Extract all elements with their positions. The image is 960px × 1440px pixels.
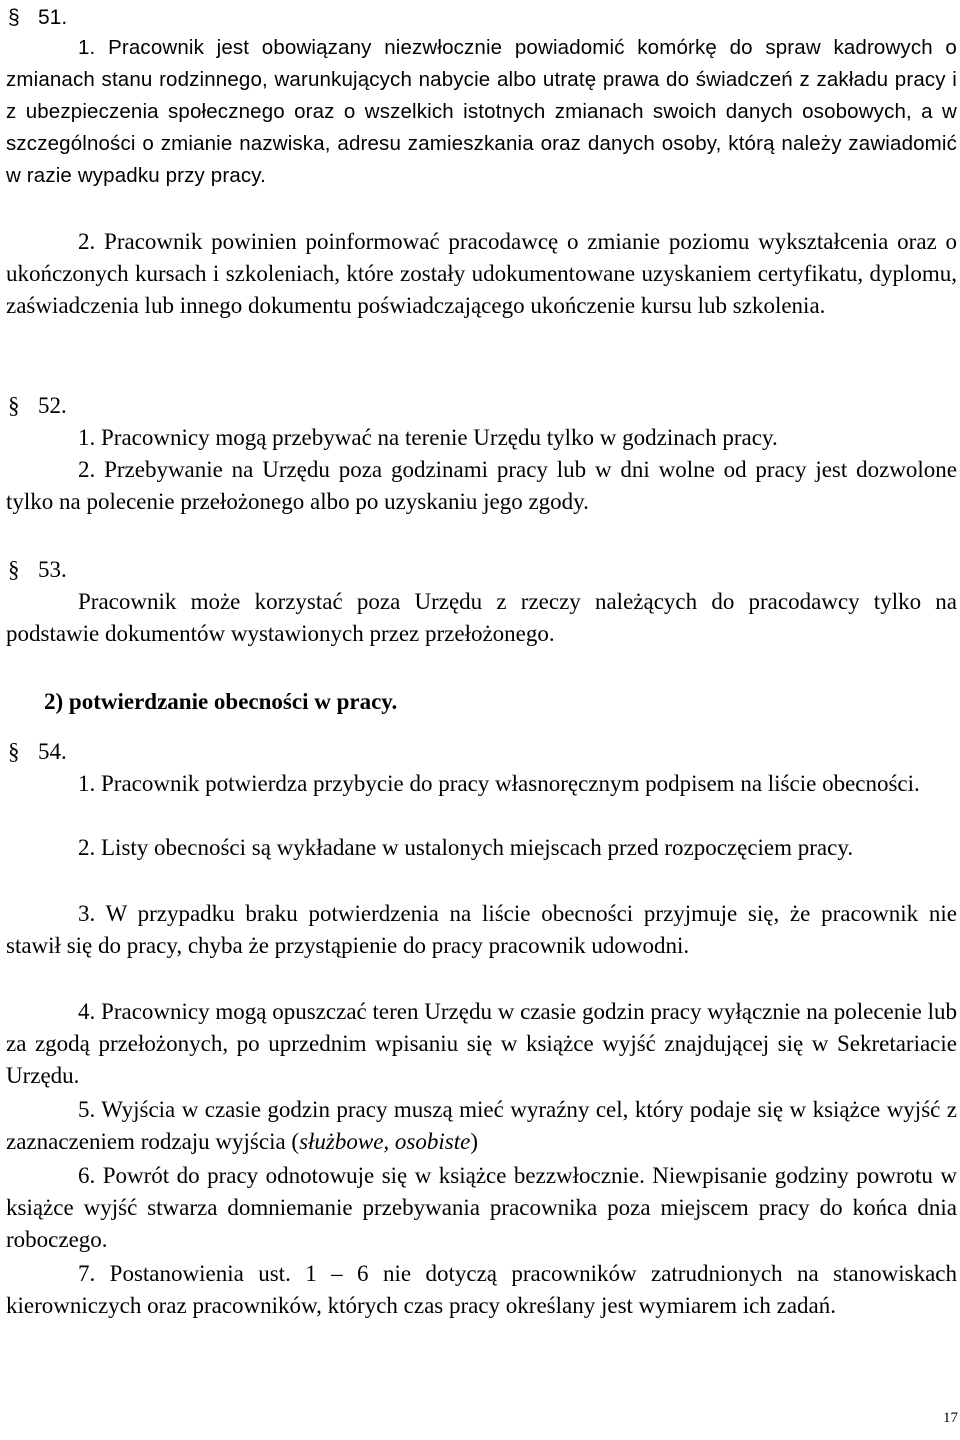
paragraph-54-7: [6, 1258, 957, 1322]
section-number: 53.: [38, 557, 67, 582]
page-number: 17: [943, 1410, 958, 1426]
section-heading-51: [8, 2, 67, 34]
paragraph-text: Wyjścia w czasie godzin pracy muszą mieć wyraźny cel, który podaje się w książce wyjść z zaznaczeniem rodzaju wyjścia (: [6, 1097, 957, 1154]
section-number: 52.: [38, 393, 67, 418]
paragraph-text: Pracownik powinien poinformować pracodawcę o zmianie poziomu wykształcenia oraz o ukończonych kursach i szkoleniach, które zostały udokumentowane uzyskaniem certyfikatu, dyplomu, zaświadczenia lub innego dokumentu poświadczającego ukończenie kursu lub szkolenia.: [6, 229, 958, 318]
subsection-title: 2) potwierdzanie obecności w pracy.: [44, 689, 398, 714]
paragraph-text: Pracownicy mogą opuszczać teren Urzędu w czasie godzin pracy wyłącznie na polecenie lub za zgodą przełożonych, po uprzednim wpisaniu się w książce wyjść znajdującej się w Sekretariacie Urzędu.: [6, 999, 958, 1088]
paragraph-text: Powrót do pracy odnotowuje się w książce bezzwłocznie. Niewpisanie godziny powrotu w książce wyjść stwarza domniemanie przebywania pracownika poza miejscem pracy do końca dnia roboczego.: [6, 1163, 958, 1252]
paragraph-51-2: [6, 226, 957, 322]
paragraph-number: 1.: [78, 425, 96, 450]
paragraph-53: [6, 586, 957, 650]
paragraph-54-4: [6, 996, 957, 1092]
paragraph-text: W przypadku braku potwierdzenia na liście obecności przyjmuje się, że pracownik nie stawił się do pracy, chyba że przystąpienie do pracy pracownik udowodni.: [6, 901, 957, 958]
paragraph-text: Pracownik potwierdza przybycie do pracy własnoręcznym podpisem na liście obecności.: [101, 771, 920, 796]
paragraph-54-5: [6, 1094, 957, 1158]
paragraph-54-6: [6, 1160, 957, 1256]
section-symbol: §: [8, 557, 20, 582]
section-number: 51.: [38, 6, 68, 29]
paragraph-text: Przebywanie na Urzędu poza godzinami pracy lub w dni wolne od pracy jest dozwolone tylko na polecenie przełożonego albo po uzyskaniu jego zgody.: [6, 457, 958, 514]
section-heading-53: [8, 554, 67, 586]
paragraph-54-1: [6, 768, 957, 800]
paragraph-52-1: [6, 422, 957, 454]
section-heading-54: [8, 736, 67, 768]
paragraph-italic-text: służbowe, osobiste: [299, 1129, 471, 1154]
section-number: 54.: [38, 739, 67, 764]
paragraph-number: 2.: [78, 457, 96, 482]
paragraph-number: 2.: [78, 229, 96, 254]
paragraph-number: 3.: [78, 901, 96, 926]
paragraph-51-1: [6, 32, 957, 192]
paragraph-text: Pracownik jest obowiązany niezwłocznie powiadomić komórkę do spraw kadrowych o zmianach stanu rodzinnego, warunkujących nabycie albo utratę prawa do świadczeń z zakładu pracy i z ubezpieczenia społecznego oraz o wszelkich istotnych zmianach swoich danych osobowych, a w szczególności o zmianie nazwiska, adresu zamieszkania oraz danych osoby, którą należy zawiadomić w razie wypadku przy pracy.: [6, 36, 957, 187]
paragraph-text: Postanowienia ust. 1 – 6 nie dotyczą pracowników zatrudnionych na stanowiskach kierowniczych oraz pracowników, których czas pracy określany jest wymiarem ich zadań.: [6, 1261, 958, 1318]
paragraph-number: 4.: [78, 999, 96, 1024]
paragraph-52-2: [6, 454, 957, 518]
paragraph-number: 1.: [78, 771, 96, 796]
paragraph-number: 6.: [78, 1163, 96, 1188]
paragraph-number: 5.: [78, 1097, 96, 1122]
paragraph-text: Listy obecności są wykładane w ustalonych miejscach przed rozpoczęciem pracy.: [101, 835, 854, 860]
paragraph-54-3: [6, 898, 957, 962]
section-symbol: §: [8, 739, 20, 764]
paragraph-text: Pracownicy mogą przebywać na terenie Urzędu tylko w godzinach pracy.: [101, 425, 778, 450]
section-symbol: §: [8, 6, 20, 29]
section-symbol: §: [8, 393, 20, 418]
paragraph-number: 2.: [78, 835, 96, 860]
paragraph-number: 1.: [78, 36, 96, 59]
paragraph-54-2: [6, 832, 957, 864]
paragraph-number: 7.: [78, 1261, 96, 1286]
section-heading-52: [8, 390, 67, 422]
paragraph-text: Pracownik może korzystać poza Urzędu z rzeczy należących do pracodawcy tylko na podstawie dokumentów wystawionych przez przełożonego.: [6, 589, 957, 646]
paragraph-text-after: ): [470, 1129, 478, 1154]
